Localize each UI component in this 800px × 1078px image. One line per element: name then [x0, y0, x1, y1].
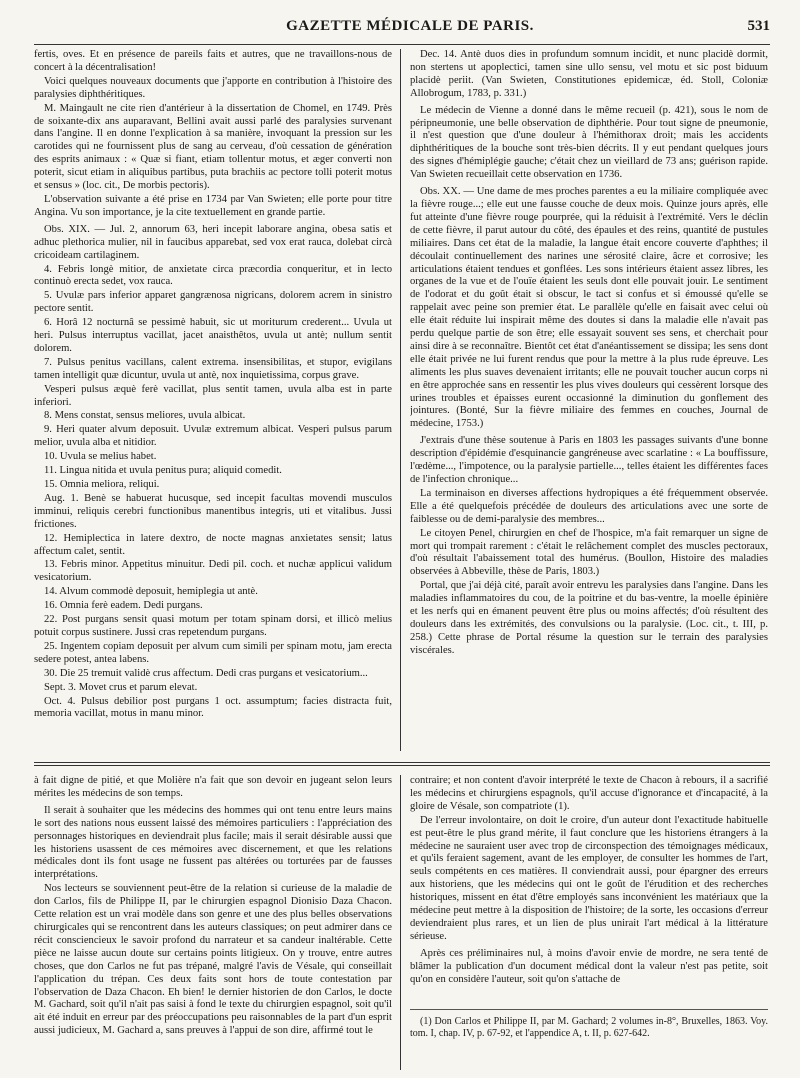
header-rule: [34, 44, 770, 45]
paragraph: Le médecin de Vienne a donné dans le même recueil (p. 421), sous le nom de péripneumonie, une belle observation de diphthérie. Pour tout signe de pneumonie, il n'est question que d'une douleur à l'hémithorax droit; mais les accidents diphthéritiques de la bouche sont très-bien décrits. Il y eut pendant quelques jours des signes d'hémiplégie gauche; c'était chez un vieillard de 73 ans; guérison rapide. Van Swieten recueillait cette observation en 1736.: [410, 104, 768, 181]
paragraph: Il serait à souhaiter que les médecins des hommes qui ont tenu entre leurs mains le sort des nations nous eussent laissé des mémoires particuliers : l'appréciation des personnages historiques en deviendrait plus facile; mais il serait désirable aussi que les historiens usassent de ces mémoires avec discernement, et que les relations médicales dont ils font usage ne fussent pas altérées ou torturées par de fausses interprétations.: [34, 804, 392, 881]
journal-title: GAZETTE MÉDICALE DE PARIS.: [286, 18, 534, 34]
paragraph: 6. Horâ 12 nocturnâ se pessimè habuit, sic ut moriturum crederent... Uvula ut heri. Pulsus interruptus vacillat, jacet anaisthêtos, uvula ut antè; nullum sentit dolorem.: [34, 317, 392, 354]
paragraph: Vesperi pulsus æquè ferè vacillat, plus sentit tamen, uvula alba est in parte inferiori.: [34, 383, 392, 408]
paragraph: 16. Omnia ferè eadem. Dedi purgans.: [44, 600, 203, 612]
observation-heading-paragraph: Obs. XX. — Une dame de mes proches parentes a eu la miliaire compliquée avec la fièvre rouge...; elle eut une fausse couche de deux mois. Quinze jours après, elle fut atteinte d'une fièvre rouge pourprée, qui la réduisit à l'extrémité. Vers le déclin de cette fièvre, il parut autour du côté, des épaules et des reins, quantité de pustules miliaires. Dans cet état de la maladie, la langue était encore couverte d'aphthes; il découlait continuellement des narines une sérosité claire, âcre et corrosive; les articulations étaient tendues et gonflées. Les sons intérieurs étaient assez libres, les organes de la vue et de l'ouïe étaient les seuls dont elle pouvait jouir. Le sentiment de l'odorat et du goût était si obscur, le tact si confus et si émoussé qu'elle se rappelait avec peine son premier état. Le parallèle qu'elle en faisait avec celui où elle était réduite lui inspirait même des doutes si dans la maladie elle n'avait pas perdu quelque partie de son être; elle essayait souvent ses sens, et cherchait pour ainsi dire à se reconnaître. Bientôt cet état d'anéantissement se dissipa; les sens dont elle était privée ne lui furent rendus que pour la mettre à la plus rude épreuve. Les aliments les plus suaves devenaient irritants; elle ne pouvait toucher aucun corps ni en être approchée sans en ressentir les plus vives douleurs qui cessèrent lorsque des urines troubles et épaisses eurent occasionné la diminution du gonflement des jointures. (Bonté, Sur la fièvre miliaire des femmes en couches, Journal de médecine, 1753.): [410, 186, 768, 430]
paragraph: Après ces préliminaires nul, à moins d'avoir envie de mordre, ne sera tenté de blâmer la publication d'un document médical dont la valeur n'est pas petite, soit qu'on en considère l'auteur, soit qu'on s'attache de: [410, 947, 768, 985]
paragraph: 10. Uvula se melius habet.: [44, 451, 157, 463]
paragraph: L'observation suivante a été prise en 1734 par Van Swieten; elle porte pour titre Angina. Vu son importance, je la cite textuellement en grande partie.: [34, 193, 392, 218]
bottom-left-column: [34, 775, 392, 1070]
paragraph: 9. Heri quater alvum deposuit. Uvulæ extremum albicat. Vesperi pulsus parum melior, uvula alba et nitidior.: [34, 424, 392, 449]
section-divider-lower: [34, 765, 770, 766]
paragraph: à fait digne de pitié, et que Molière n'a fait que son devoir en jugeant selon leurs mérites les médecins de son temps.: [34, 775, 392, 799]
top-column-divider: [400, 49, 401, 751]
section-divider: [34, 762, 770, 763]
paragraph: 15. Omnia meliora, reliqui.: [44, 479, 160, 490]
paragraph: 11. Lingua nitida et uvula penitus pura; aliquid comedit.: [44, 465, 282, 477]
paragraph: 30. Die 25 tremuit validè crus affectum. Dedi cras purgans et vesicatorium...: [44, 667, 368, 679]
paragraph: fertis, oves. Et en présence de pareils faits et autres, que ne travaillons-nous de concert à la décentralisation!: [34, 49, 392, 73]
paragraph: Voici quelques nouveaux documents que j'apporte en contribution à l'histoire des paralysies diphthéritiques.: [34, 75, 392, 100]
paragraph: J'extrais d'une thèse soutenue à Paris en 1803 les passages suivants d'une bonne description d'épidémie d'esquinancie gangréneuse avec scarlatine : « La bouffissure, l'œdème..., l'impotence, ou la paralysie partielle..., telles étaient les différentes faces de l'infection chronique...: [410, 435, 768, 485]
page-header: [50, 14, 770, 44]
bottom-column-divider: [400, 775, 401, 1070]
paragraph: 8. Mens constat, sensus meliores, uvula albicat.: [44, 410, 246, 422]
top-right-column: [410, 49, 768, 751]
paragraph: Dec. 14. Antè duos dies in profundum somnum incidit, et nunc placidè dormit, non stertens ut apoplectici, tamen sine ullo sensu, vel motu et sic post biduum placidè periit. (Van Swieten, Constitutiones epidemicæ, éd. Stoll, Coloniæ Allobrogum, 1783, p. 331.): [410, 49, 768, 99]
observation-heading-paragraph: Obs. XIX. — Jul. 2, annorum 63, heri incepit laborare angina, obesa satis et adhuc plethorica mulier, nil in faucibus apparebat, sed vox erat rauca, dolebat circà cricoideam cartilaginem.: [34, 223, 392, 261]
paragraph: 25. Ingentem copiam deposuit per alvum cum simili per spinam motu, jam erecta sedere potest, antea labens.: [34, 640, 392, 665]
paragraph: 22. Post purgans sensit quasi motum per totam spinam dorsi, et illicò melius potuit corpus sustinere. Jussi cras repetendum purgans.: [34, 614, 392, 638]
paragraph: 14. Alvum commodè deposuit, hemiplegia ut antè.: [44, 586, 258, 598]
paragraph: contraire; et non content d'avoir interprété le texte de Chacon à rebours, il a sacrifié les médecins et chirurgiens espagnols, qu'il accuse d'ignorance et d'incapacité, à la gloire de Vésale, son compatriote (1).: [410, 775, 768, 812]
paragraph: De l'erreur involontaire, on doit le croire, d'un auteur dont l'exactitude habituelle est peut-être le plus grand mérite, il faut conclure que les historiens étrangers à la médecine ne sauraient user avec trop de circonspection des témoignages médicaux, et qu'ils feraient sagement, avant de les employer, de consulter les hommes de l'art, seuls compétents en ces matières. Il conviendrait aussi, pour épargner des erreurs aux historiens, que les médecins qui ont le goût de l'érudition et des recherches historiques, missent en état d'être employés sans inconvénient les matériaux que la médecine peut mettre à la disposition de l'histoire; de la sorte, les occasions d'erreur deviendraient plus rares, et un lien de plus unirait l'art médical à la littérature sérieuse.: [410, 814, 768, 942]
paragraph: Aug. 1. Benè se habuerat hucusque, sed incepit facultas movendi musculos imminui, reliquis cerebri functionibus manentibus integris, uti et vitalibus. Jussi frictiones.: [34, 492, 392, 530]
paragraph: Oct. 4. Pulsus debilior post purgans 1 oct. assumptum; facies distracta fuit, memoria vacillat, motus in manu minor.: [34, 695, 392, 720]
top-left-column: [34, 49, 392, 751]
footnote: [410, 1009, 768, 1040]
page-number: 531: [747, 18, 770, 34]
paragraph: Sept. 3. Movet crus et parum elevat.: [44, 681, 198, 693]
paragraph: 13. Febris minor. Appetitus minuitur. Dedi pil. coch. et nuchæ applicui validum vesicatorium.: [34, 559, 392, 584]
paragraph: Portal, que j'ai déjà cité, paraît avoir entrevu les paralysies dans l'angine. Dans les maladies inflammatoires du cou, de la poitrine et du bas-ventre, la moelle épinière et les nerfs qui en émanent peuvent être plus ou moins affectés; d'où résultent des douleurs dans les extrémités, des convulsions ou la paralysie. (Loc. cit., t. III, p. 258.) Cette phrase de Portal résume la question sur le terrain des paralysies viscérales.: [410, 580, 768, 656]
paragraph: Nos lecteurs se souviennent peut-être de la relation si curieuse de la maladie de don Carlos, fils de Philippe II, par le chirurgien espagnol Dionisio Daza Chacon. Cette relation est un vrai modèle dans son genre et une des plus belles observations chirurgicales qui se rencontrent dans les auteurs classiques; on peut admirer dans ce récit consciencieux le savoir profond du narrateur et sa candeur inaltérable. Cette pièce ne laisse aucun doute sur certains points litigieux. On y trouve, entre autres choses, que don Carlos ne fut pas trépané, malgré l'avis de Vésale, qui conseillait l'application du trépan. Ces deux faits sont hors de toute contestation par l'observation de Daza Chacon. Eh bien! le dernier historien de don Carlos, le docte M. Gachard, soit qu'il n'ait pas saisi à fond le texte du chirurgien espagnol, soit qu'il ait été induit en erreur par des préoccupations peu raisonnables de la part d'un esprit aussi judicieux, M. Gachard a, sans preuves à l'appui de son dire, affirmé tout le: [34, 883, 392, 1037]
paragraph: 12. Hemiplectica in latere dextro, de nocte magnas anxietates sensit; latus affectum calet, sentit.: [34, 532, 392, 557]
paragraph: 5. Uvulæ pars inferior apparet gangrænosa nigricans, dolorem acrem in sinistro pectore sentit.: [34, 290, 392, 315]
bottom-right-column: [410, 775, 768, 1070]
paragraph: M. Maingault ne cite rien d'antérieur à la dissertation de Chomel, en 1749. Près de soixante-dix ans auparavant, Bellini avait aussi parlé des paralysies survenant dans l'angine. Il en donne l'explication à sa manière, invoquant la pression sur les carotides qui ne fournissent plus de sang au cerveau, d'où cessation de génération des esprits animaux : « Quæ si fiant, etiam tollentur motus, et æger converti non poterit, sicut etiam in aliquibus partibus, puta brachiis ac pectore tolli poterit motus et sensus » (loc. cit., De morbis pectoris).: [34, 102, 392, 192]
footnote-text: (1) Don Carlos et Philippe II, par M. Gachard; 2 volumes in-8°, Bruxelles, 1863. Voy. tom. I, chap. IV, p. 67-92, et l'appendice A, t. II, p. 627-642.: [410, 1015, 768, 1039]
paragraph: 4. Febris longè mitior, de anxietate circa præcordia conqueritur, et in lecto continuò erecta sedet, vox rauca.: [34, 263, 392, 288]
paragraph: 7. Pulsus penitus vacillans, calent extrema. insensibilitas, et stupor, evigilans tamen intelligit quæ dicuntur, uvula ut antè, nox inquietissima, corpus grave.: [34, 356, 392, 381]
paragraph: La terminaison en diverses affections hydropiques a été fréquemment observée. Elle a été quelquefois précédée de douleurs des articulations avec une sorte de faiblesse ou de demi-paralysie des membres...: [410, 487, 768, 525]
paragraph: Le citoyen Penel, chirurgien en chef de l'hospice, m'a fait remarquer un signe de mort qui trompait rarement : c'était le relâchement complet des muscles pectoraux, d'où résultait l'abaissement total des humérus. (Boullon, Histoire des maladies observées à Abbeville, thèse de Paris, 1803.): [410, 527, 768, 578]
